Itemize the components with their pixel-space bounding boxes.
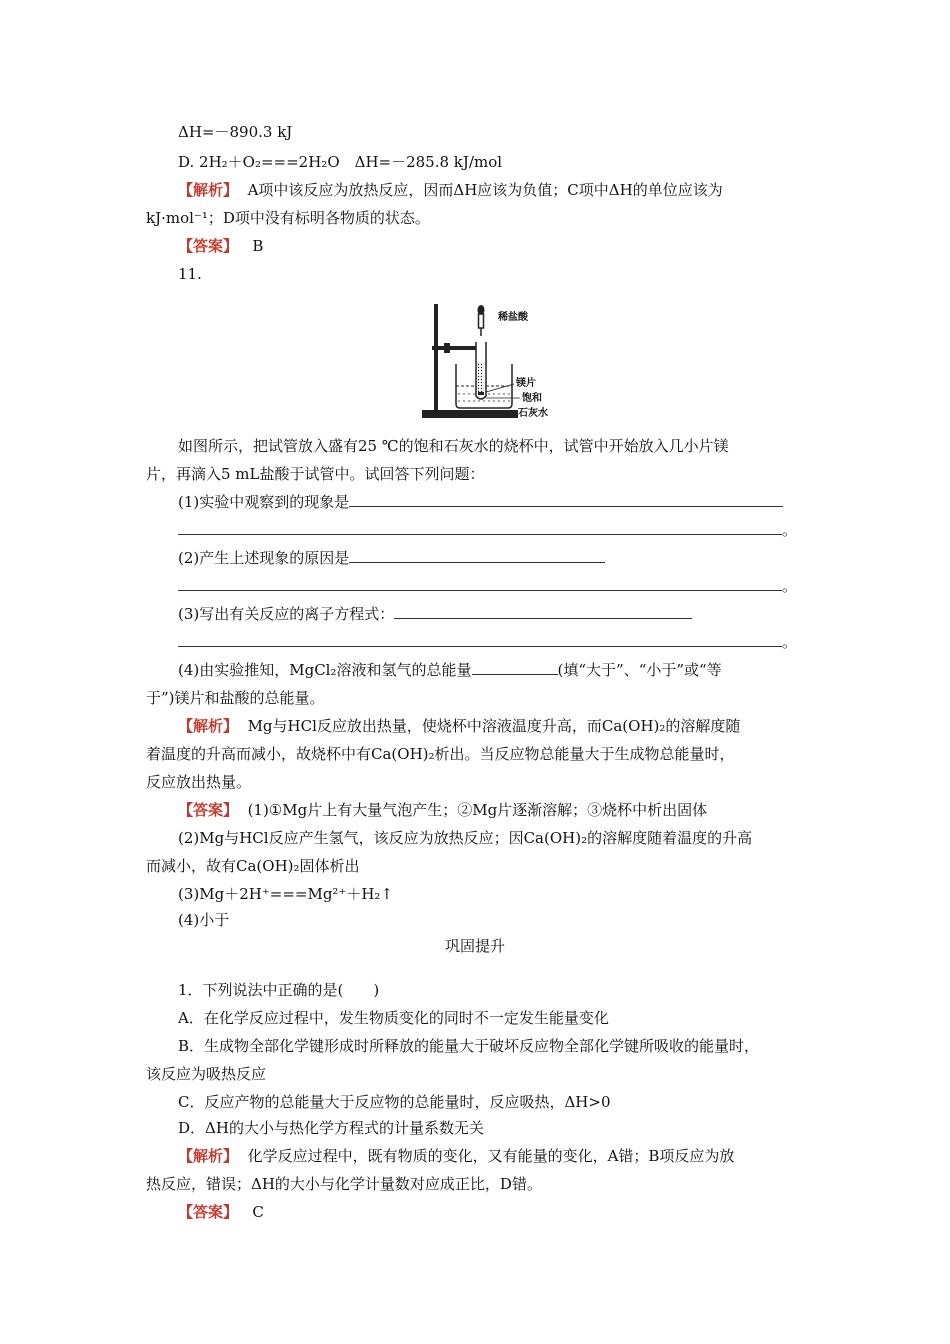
answer-blank[interactable] <box>178 520 782 535</box>
p1-answer <box>178 1202 264 1222</box>
q10-analysis <box>178 180 723 200</box>
q11-sub2-line2 <box>178 576 797 596</box>
q10-answer <box>178 236 263 256</box>
period: 。 <box>782 577 798 595</box>
p1-analysis-text: 化学反应过程中，既有物质的变化，又有能量的变化，A错；B项反应为放 <box>247 1147 735 1165</box>
label-lime-water: 石灰水 <box>518 408 548 419</box>
q11-sub3-line2 <box>178 632 797 652</box>
q11-stem: 如图所示，把试管放入盛有25 ℃的饱和石灰水的烧杯中，试管中开始放入几小片镁 <box>178 437 729 455</box>
q11-sub3-label: (3)写出有关反应的离子方程式： <box>178 605 395 623</box>
period: 。 <box>782 633 798 651</box>
q10-option-c-cont: ΔH=－890.3 kJ <box>178 123 293 141</box>
q11-analysis-cont: 着温度的升高而减小，故烧杯中有Ca(OH)₂析出。当反应物总能量大于生成物总能量时， <box>146 745 735 763</box>
answer-blank[interactable] <box>472 660 558 675</box>
q11-sub2-label: (2)产生上述现象的原因是 <box>178 549 350 567</box>
p1-option-b-cont: 该反应为吸热反应 <box>146 1065 267 1083</box>
q11-answer-2-cont: 而减小，故有Ca(OH)₂固体析出 <box>146 857 360 875</box>
q10-answer-value: B <box>252 237 264 255</box>
label-acid: 稀盐酸 <box>498 312 528 323</box>
analysis-tag: 【解析】 <box>178 1147 239 1165</box>
q11-stem-cont: 片，再滴入5 mL盐酸于试管中。试回答下列问题： <box>146 465 485 483</box>
p1-stem: 1．下列说法中正确的是( ) <box>178 981 380 999</box>
acid-in-tube <box>478 362 484 394</box>
q11-sub4-label: (4)由实验推知，MgCl₂溶液和氢气的总能量 <box>178 661 472 679</box>
q11-sub2 <box>178 548 605 568</box>
q11-sub3 <box>178 604 692 624</box>
stand-rod <box>434 304 438 412</box>
analysis-tag: 【解析】 <box>178 717 239 735</box>
q11-analysis-text: Mg与HCl反应放出热量，使烧杯中溶液温度升高，而Ca(OH)₂的溶解度随 <box>247 717 741 735</box>
q11-analysis-cont2: 反应放出热量。 <box>146 773 252 791</box>
period: 。 <box>782 521 798 539</box>
q10-analysis-text: A项中该反应为放热反应，因而ΔH应该为负值；C项中ΔH的单位应该为 <box>247 181 723 199</box>
q11-answer-1: (1)①Mg片上有大量气泡产生；②Mg片逐渐溶解；③烧杯中析出固体 <box>247 801 708 819</box>
q10-option-d: D. 2H₂＋O₂===2H₂O ΔH=－285.8 kJ/mol <box>178 153 503 171</box>
answer-tag: 【答案】 <box>178 801 239 819</box>
answer-tag: 【答案】 <box>178 237 239 255</box>
q11-answer-2: (2)Mg与HCl反应产生氢气，该反应为放热反应；因Ca(OH)₂的溶解度随着温度的升高 <box>178 829 753 847</box>
answer-blank[interactable] <box>178 576 782 591</box>
q11-sub1 <box>178 492 783 512</box>
q11-sub4-cont: 于”)镁片和盐酸的总能量。 <box>146 689 325 707</box>
p1-analysis <box>178 1146 734 1166</box>
q11-answer-3: (3)Mg＋2H⁺===Mg²⁺＋H₂↑ <box>178 885 394 903</box>
q11-answer <box>178 800 707 820</box>
p1-analysis-cont: 热反应，错误；ΔH的大小与化学计量数对应成正比，D错。 <box>146 1175 542 1193</box>
p1-option-b: B．生成物全部化学键形成时所释放的能量大于破坏反应物全部化学键所吸收的能量时， <box>178 1037 760 1055</box>
label-mg: 镁片 <box>516 378 536 389</box>
q11-sub4 <box>178 660 722 680</box>
p1-option-d: D．ΔH的大小与热化学方程式的计量系数无关 <box>178 1119 484 1137</box>
analysis-tag: 【解析】 <box>178 181 239 199</box>
answer-tag: 【答案】 <box>178 1203 239 1221</box>
magnesium-strip <box>478 392 484 395</box>
section-title: 巩固提升 <box>444 937 505 955</box>
q11-sub1-label: (1)实验中观察到的现象是 <box>178 493 350 511</box>
p1-option-a: A．在化学反应过程中，发生物质变化的同时不一定发生能量变化 <box>178 1009 609 1027</box>
label-saturated: 饱和 <box>522 393 542 404</box>
dropper-icon <box>478 305 485 336</box>
q11-number: 11. <box>178 265 202 283</box>
q11-sub4-hint: (填“大于”、“小于”或“等 <box>557 661 722 679</box>
q11-sub1-line2 <box>178 520 797 540</box>
answer-blank[interactable] <box>349 548 605 563</box>
p1-option-c: C．反应产物的总能量大于反应物的总能量时，反应吸热，ΔH>0 <box>178 1093 611 1111</box>
q10-analysis-cont: kJ·mol⁻¹；D项中没有标明各物质的状态。 <box>146 209 430 227</box>
answer-blank[interactable] <box>178 632 782 647</box>
q11-answer-4: (4)小于 <box>178 911 230 929</box>
answer-blank[interactable] <box>394 604 692 619</box>
p1-answer-value: C <box>252 1203 264 1221</box>
q11-analysis <box>178 716 740 736</box>
experiment-figure <box>420 300 560 428</box>
clamp-knob <box>444 343 450 353</box>
answer-blank[interactable] <box>349 492 783 507</box>
